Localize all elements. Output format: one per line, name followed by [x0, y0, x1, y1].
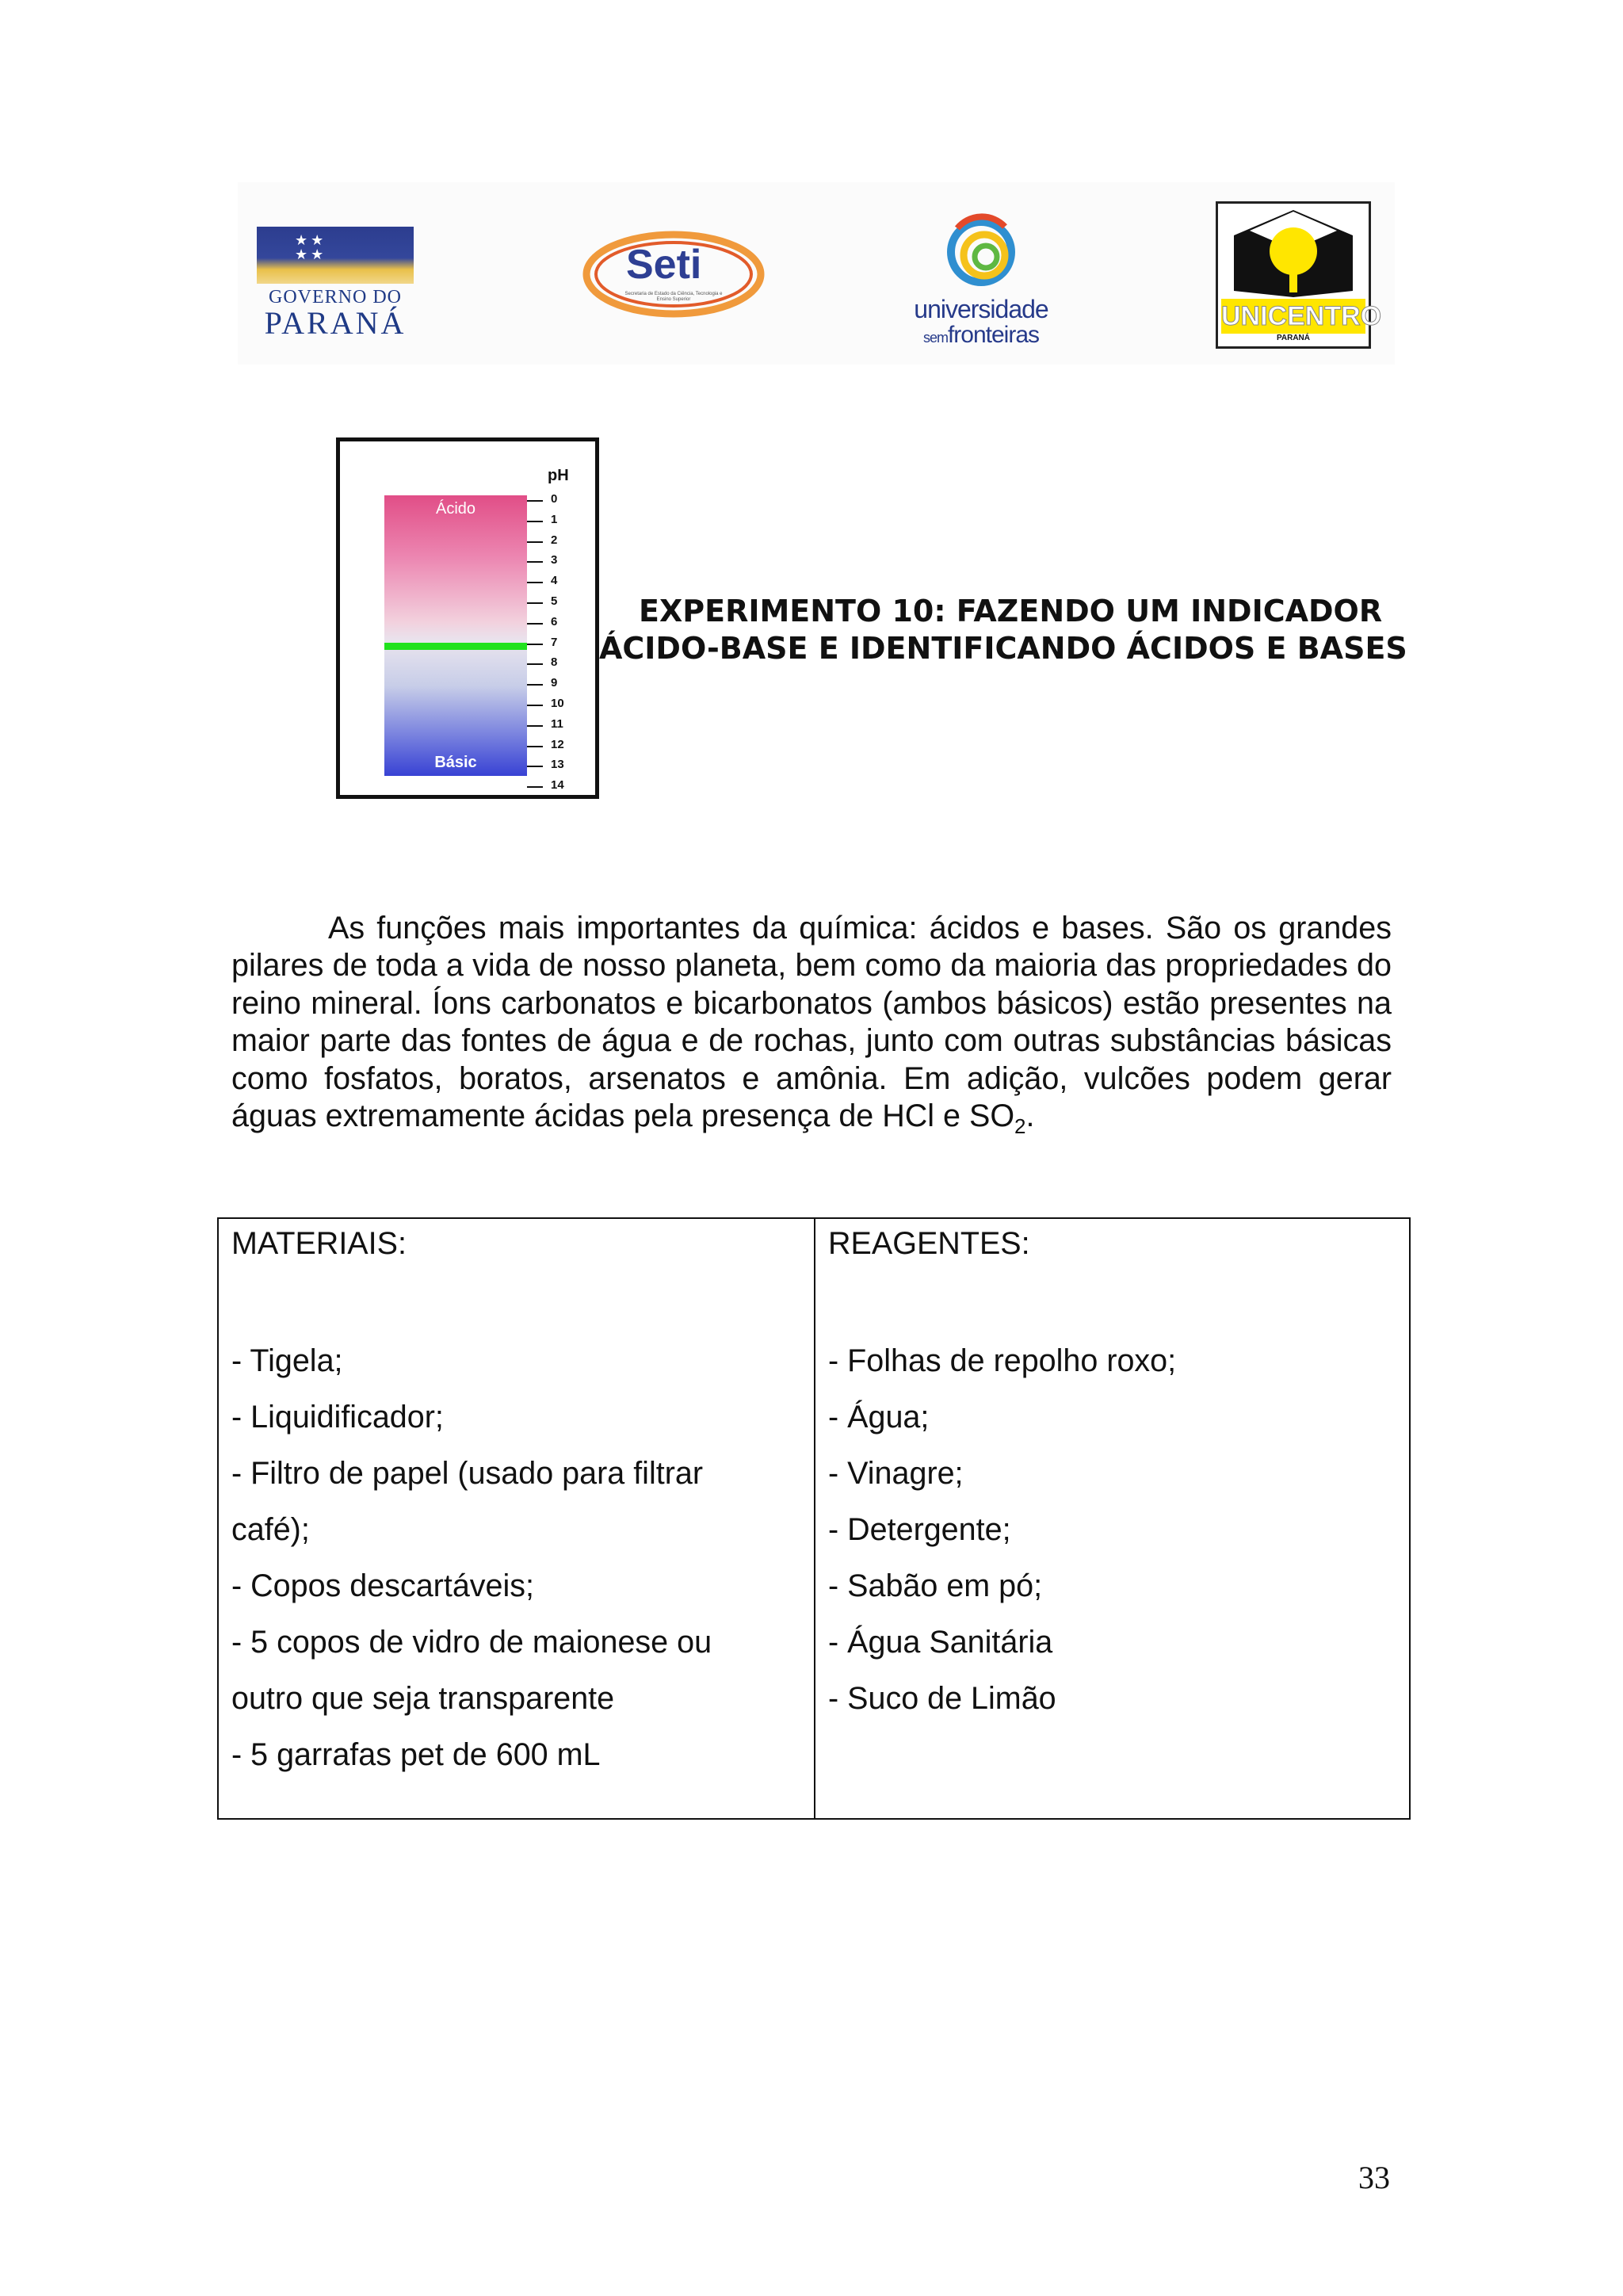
reagentes-list-item: - Água; [828, 1400, 930, 1435]
ph-tick-mark [527, 644, 543, 645]
ph-tick [527, 654, 598, 674]
seti-logo-name: Seti [626, 242, 702, 288]
unicentro-logo [1216, 201, 1382, 349]
ph-tick-mark [527, 725, 543, 727]
materiais-list-item: - 5 garrafas pet de 600 mL [231, 1737, 601, 1772]
ph-tick-label: 7 [551, 635, 558, 649]
reagentes-list-item: - Suco de Limão [828, 1681, 1056, 1716]
ph-tick-label: 0 [551, 492, 558, 506]
materials-reagents-table [217, 1217, 1411, 1820]
intro-paragraph-subscript: 2 [1014, 1114, 1026, 1138]
ph-tick [527, 491, 598, 511]
universidade-sem-fronteiras-logo [910, 212, 1052, 352]
ph-tick-label: 1 [551, 512, 558, 526]
ph-tick [527, 593, 598, 613]
experiment-title-line1: EXPERIMENTO 10: FAZENDO UM INDICADOR [639, 594, 1383, 628]
ph-tick-mark [527, 500, 543, 502]
experiment-title [599, 593, 1407, 667]
materiais-list-item: - 5 copos de vidro de maionese ou [231, 1625, 712, 1660]
ph-tick-label: 3 [551, 553, 558, 567]
ph-tick-mark [527, 746, 543, 747]
ph-tick [527, 736, 598, 757]
ph-tick-mark [527, 602, 543, 604]
materiais-list-item: outro que seja transparente [231, 1681, 615, 1716]
ph-tick-label: 9 [551, 676, 558, 690]
ph-tick-mark [527, 766, 543, 767]
ph-scale-title: pH [548, 467, 569, 484]
materiais-list [231, 1333, 801, 1783]
ph-tick [527, 756, 598, 777]
ph-tick-list [527, 491, 598, 797]
ph-scale-figure [336, 437, 599, 799]
materiais-column [219, 1219, 814, 1818]
ph-tick [527, 572, 598, 593]
ph-acid-label: Ácido [435, 500, 476, 518]
ph-tick [527, 532, 598, 552]
reagentes-header: REAGENTES: [828, 1226, 1030, 1261]
materiais-header: MATERIAIS: [231, 1226, 407, 1261]
unicentro-logo-subtitle: PARANÁ [1276, 334, 1311, 342]
unicentro-logo-name: UNICENTRO [1221, 299, 1365, 334]
ph-color-gradient [384, 495, 527, 776]
page-number: 33 [1358, 2160, 1390, 2195]
usf-rings-icon [910, 212, 1052, 295]
ph-tick-label: 14 [551, 778, 564, 793]
ph-tick-mark [527, 561, 543, 563]
ph-tick-mark [527, 786, 543, 788]
ph-indicator-line [384, 643, 527, 650]
ph-tick [527, 634, 598, 655]
ph-tick [527, 695, 598, 716]
ph-tick [527, 716, 598, 736]
reagentes-column [814, 1219, 1409, 1818]
materiais-list-item: - Filtro de papel (usado para filtrar [231, 1456, 703, 1491]
usf-logo-line1: universidade [914, 295, 1048, 323]
unicentro-cube-icon [1218, 204, 1369, 299]
reagentes-list-item: - Detergente; [828, 1512, 1011, 1547]
seti-logo-subtitle: Secretaria de Estado da Ciência, Tecnologia e Ensino Superior [624, 292, 723, 302]
ph-tick-label: 5 [551, 594, 558, 608]
ph-tick [527, 777, 598, 797]
ph-tick-label: 2 [551, 533, 558, 547]
intro-paragraph [231, 910, 1392, 1146]
experiment-title-line2: ÁCIDO-BASE E IDENTIFICANDO ÁCIDOS E BASES [599, 631, 1407, 666]
ph-tick-mark [527, 623, 543, 625]
materiais-list-item: - Copos descartáveis; [231, 1568, 535, 1603]
reagentes-list-item: - Água Sanitária [828, 1625, 1053, 1660]
parana-flag-icon: ★★ ★★ [257, 227, 414, 284]
ph-tick [527, 552, 598, 572]
materiais-list-item: - Liquidificador; [231, 1400, 444, 1435]
reagentes-list-item: - Sabão em pó; [828, 1568, 1043, 1603]
ph-tick-label: 4 [551, 574, 558, 588]
reagentes-list [828, 1333, 1396, 1727]
ph-tick-label: 10 [551, 696, 564, 710]
ph-tick-mark [527, 521, 543, 522]
ph-tick-mark [527, 582, 543, 583]
ph-tick-label: 13 [551, 758, 564, 772]
intro-paragraph-text: As funções mais importantes da química: ácidos e bases. São os grandes pilares de toda a vida de nosso planeta, bem como da maioria das propriedades do reino mineral. Íons carbonatos e bicarbonatos (ambos básicos) estão presentes na maior parte das fontes de água e de rochas, junto com outras substâncias básicas como fosfatos, boratos, arsenatos e amônia. Em adição, vulcões podem gerar águas extremamente ácidas pela presença de HCl e SO [231, 910, 1392, 1133]
ph-tick-mark [527, 663, 543, 665]
ph-tick-label: 11 [551, 716, 563, 731]
governo-logo-line2: PARANÁ [264, 305, 407, 341]
intro-paragraph-end: . [1025, 1098, 1035, 1133]
reagentes-list-item: - Vinagre; [828, 1456, 964, 1491]
ph-base-label: Básic [434, 754, 477, 771]
ph-tick [527, 613, 598, 634]
ph-tick-mark [527, 705, 543, 706]
materiais-list-item: café); [231, 1512, 310, 1547]
seti-logo [582, 223, 766, 327]
ph-tick-label: 12 [551, 737, 564, 751]
materiais-list-item: - Tigela; [231, 1343, 343, 1378]
ph-tick-label: 6 [551, 614, 558, 628]
ph-tick-label: 8 [551, 655, 558, 670]
governo-logo-line1: GOVERNO DO [269, 287, 402, 308]
ph-tick-mark [527, 684, 543, 686]
usf-logo-line2: semfronteiras [922, 322, 1040, 348]
ph-tick [527, 674, 598, 695]
governo-parana-logo [257, 227, 414, 346]
ph-tick [527, 511, 598, 532]
ph-tick-mark [527, 541, 543, 543]
reagentes-list-item: - Folhas de repolho roxo; [828, 1343, 1177, 1378]
